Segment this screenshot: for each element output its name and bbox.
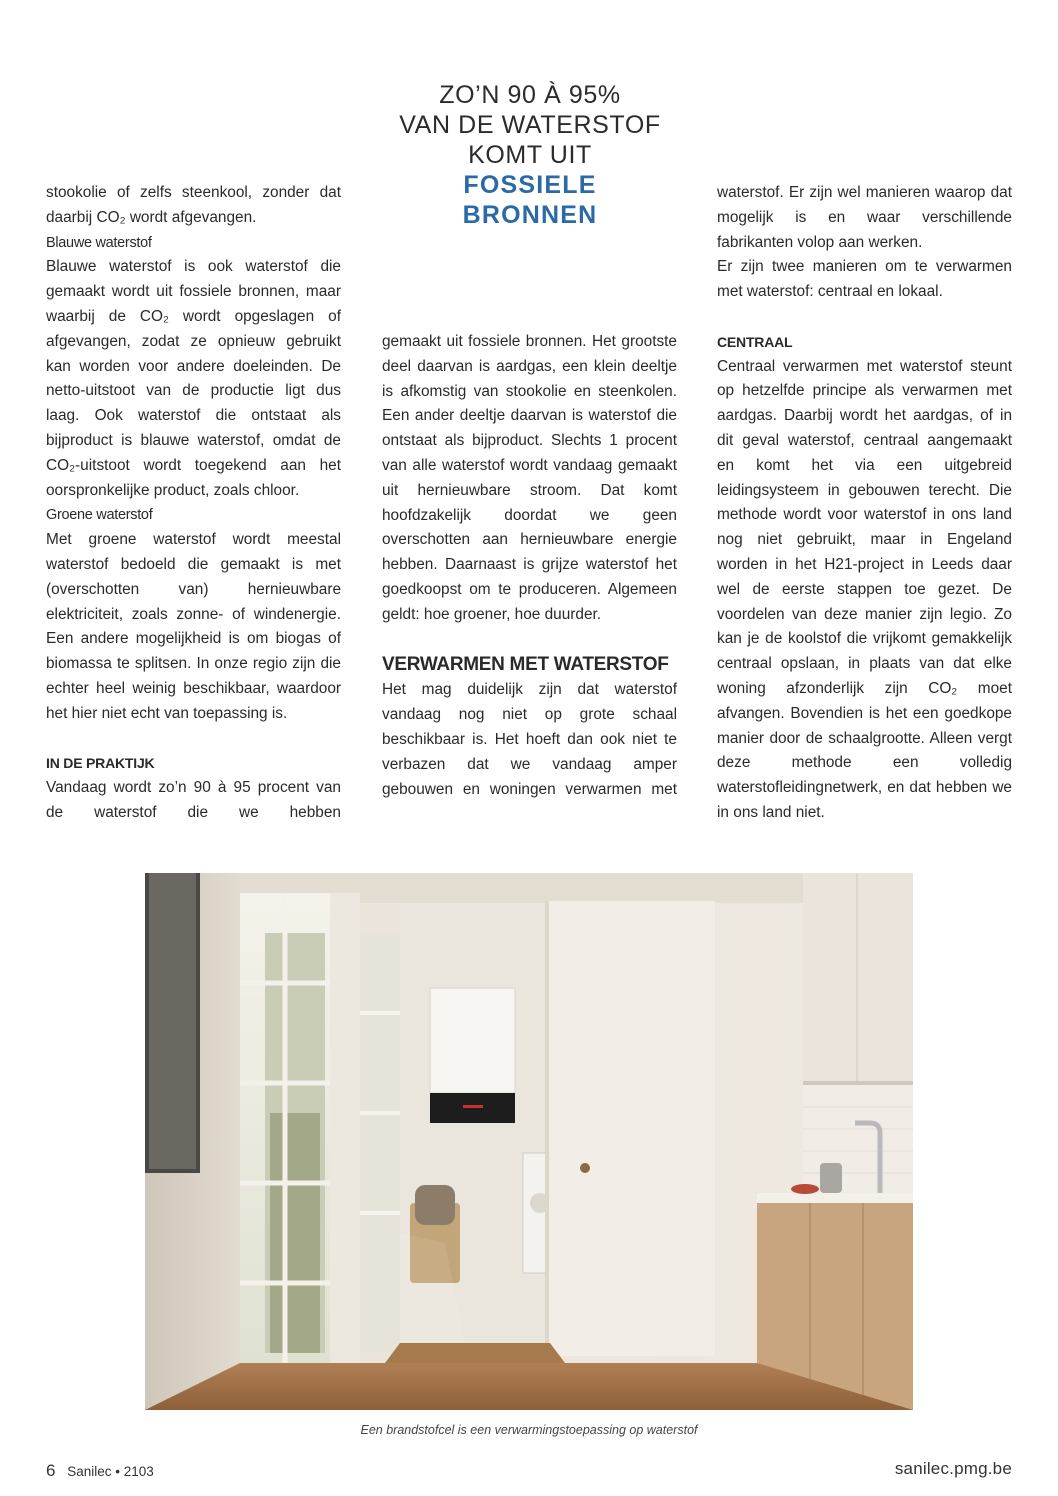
- pull-quote-emphasis: FOSSIELE: [463, 171, 597, 199]
- paragraph: gemaakt uit fossiele bronnen. Het grootste deel daarvan is aardgas, een klein deeltje is afkomstig van stookolie en steenkolen. Een ander deeltje daarvan is waterstof die ontstaat als bijproduct. Slechts 1 procent van alle waterstof wordt vandaag gemaakt uit hernieuwbare stroom. Dat komt hoofdzakelijk doordat we geen overschotten aan hernieuwbare energie hebben. Daarnaast is grijze waterstof het goedkoopst om te produceren. Algemeen geldt: hoe groener, hoe duurder.: [382, 333, 677, 623]
- paragraph: Het mag duidelijk zijn dat waterstof vandaag nog niet op grote schaal beschikbaar is. Het hoeft dan ook niet te verbazen dat we vandaag amper gebouwen en woningen verwarmen met: [382, 681, 677, 798]
- pull-quote-line: KOMT UIT: [468, 141, 592, 169]
- pull-quote-line: ZO’N 90 À 95%: [439, 81, 621, 109]
- page-number: 6: [46, 1461, 56, 1480]
- article-column-2: [382, 330, 677, 802]
- section-heading-verwarmen: VERWARMEN MET WATERSTOF: [382, 654, 669, 676]
- article-column-1: [46, 181, 341, 826]
- footer-left: [46, 1461, 154, 1481]
- section-heading-praktijk: IN DE PRAKTIJK: [46, 755, 155, 772]
- magazine-issue: Sanilec • 2103: [67, 1464, 154, 1479]
- pull-quote-emphasis: BRONNEN: [462, 201, 598, 229]
- interior-photo: [145, 873, 913, 1410]
- website-url: sanilec.pmg.be: [894, 1459, 1012, 1478]
- paragraph: Blauwe waterstof is ook waterstof die gemaakt wordt uit fossiele bronnen, maar waarbij de CO₂ wordt opgeslagen of afgevangen, zodat ze opnieuw gebruikt kan worden voor andere doeleinden. De netto-uitstoot van de productie ligt dus laag. Ook waterstof die ontstaat als bijproduct is blauwe waterstof, omdat de CO₂-uitstoot wordt toegekend aan het oorspronkelijke product, zoals chloor.: [46, 258, 341, 499]
- pull-quote-line: VAN DE WATERSTOF: [399, 111, 661, 139]
- subheading-blauwe-waterstof: Blauwe waterstof: [46, 234, 152, 251]
- section-heading-centraal: CENTRAAL: [717, 333, 793, 350]
- paragraph: Er zijn twee manieren om te verwarmen met waterstof: centraal en lokaal.: [717, 258, 1012, 301]
- paragraph: waterstof. Er zijn wel manieren waarop dat mogelijk is en waar verschillende fabrikanten volop aan werken.: [717, 184, 1012, 251]
- subheading-groene-waterstof: Groene waterstof: [46, 507, 153, 524]
- paragraph: Vandaag wordt zo’n 90 à 95 procent van de waterstof die we hebben: [46, 779, 341, 821]
- pull-quote: [380, 80, 680, 230]
- paragraph: Met groene waterstof wordt meestal waterstof bedoeld die gemaakt is met (overschotten van) hernieuwbare elektriciteit, zoals zonne- of windenergie. Een andere mogelijkheid is om biogas of biomassa te splitsen. In onze regio zijn die echter heel weinig beschikbaar, waardoor het hier niet echt van toepassing is.: [46, 531, 341, 722]
- paragraph: Centraal verwarmen met waterstof steunt op hetzelfde principe als verwarmen met aardgas. Daarbij wordt het aardgas, of in dit geval waterstof, centraal aangemaakt en komt het via een uitgebreid leidingsysteem in gebouwen terecht. Die methode wordt voor waterstof in ons land nog niet gebruikt, maar in Engeland worden in het H21-project in Leeds daar wel de eerste stappen toe gezet. De voordelen van deze manier zijn legio. Zo kan je de koolstof die vrijkomt gemakkelijk centraal opslaan, in plaats van dat elke woning afzonderlijk zijn CO₂ moet afvangen. Bovendien is het een goedkope manier door de schaalgrootte. Alleen vergt deze methode een volledig waterstofleidingnetwerk, en dat hebben we in ons land niet.: [717, 357, 1012, 821]
- article-column-3: [717, 181, 1012, 826]
- paragraph: stookolie of zelfs steenkool, zonder dat daarbij CO₂ wordt afgevangen.: [46, 184, 341, 226]
- photo-caption: Een brandstofcel is een verwarmingstoepassing op waterstof: [360, 1423, 698, 1437]
